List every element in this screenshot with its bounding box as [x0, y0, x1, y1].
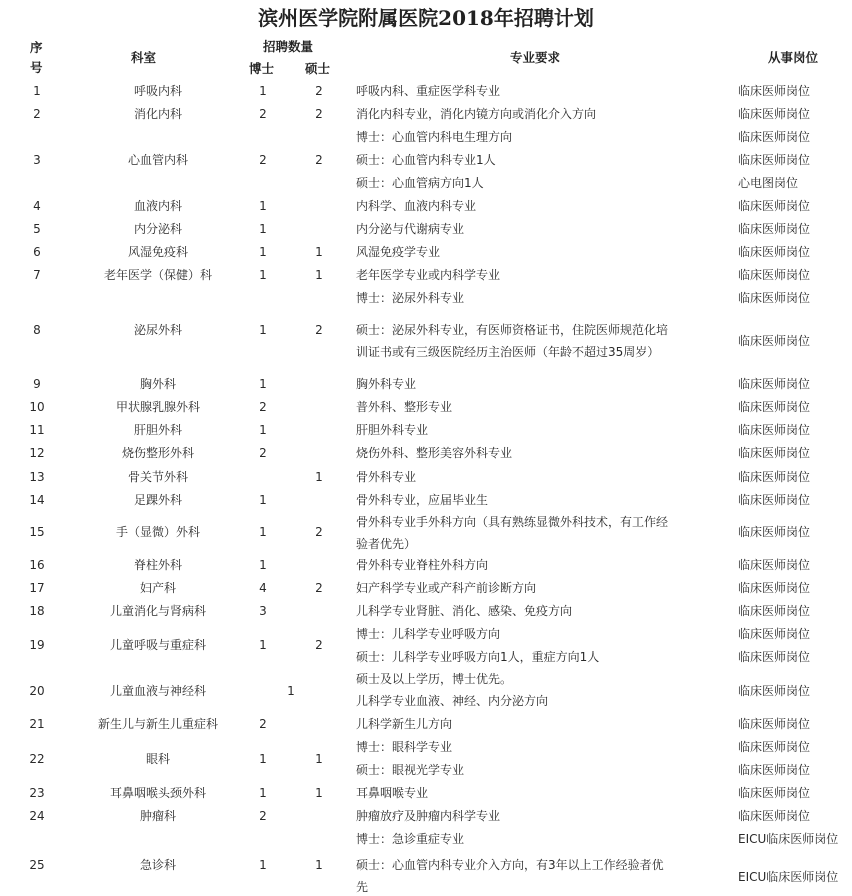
row-position: 临床医师岗位: [738, 446, 811, 460]
header-count: 招聘数量: [263, 39, 314, 54]
row-number: 11: [29, 423, 45, 437]
row-phd-count: 2: [259, 717, 267, 731]
row-number: 24: [29, 809, 45, 823]
row-master-count: 1: [315, 245, 323, 259]
row-department: 胸外科: [139, 377, 176, 391]
row-requirement: 肿瘤放疗及肿瘤内科学专业: [356, 809, 501, 823]
row-master-count: 2: [315, 84, 323, 98]
row-requirement: 训证书或有三级医院经历主治医师（年龄不超过35周岁）: [356, 345, 660, 359]
row-position: 临床医师岗位: [738, 377, 811, 391]
row-number: 5: [33, 222, 41, 236]
row-master-count: 2: [315, 581, 323, 595]
row-position: 临床医师岗位: [738, 493, 811, 507]
row-requirement: 内分泌与代谢病专业: [356, 222, 465, 236]
row-position: 临床医师岗位: [738, 763, 811, 777]
row-requirement: 胸外科专业: [356, 377, 417, 391]
page-title: 滨州医学院附属医院2018年招聘计划: [258, 6, 594, 30]
row-position: 临床医师岗位: [738, 130, 811, 144]
row-position: 临床医师岗位: [738, 222, 811, 236]
row-department: 内分泌科: [133, 222, 182, 236]
row-requirement: 先: [356, 880, 369, 894]
row-position: EICU临床医师岗位: [738, 870, 839, 884]
row-requirement: 儿科学专业肾脏、消化、感染、免疫方向: [356, 604, 573, 618]
row-number: 23: [29, 786, 45, 800]
header-seq-line1: 序: [30, 40, 43, 55]
row-requirement: 消化内科专业，消化内镜方向或消化介入方向: [356, 107, 597, 121]
row-position: 临床医师岗位: [738, 291, 811, 305]
row-number: 25: [29, 858, 45, 872]
row-phd-count: 1: [259, 423, 267, 437]
row-phd-count: 1: [259, 245, 267, 259]
row-position: 心电图岗位: [738, 176, 799, 190]
row-position: 临床医师岗位: [738, 650, 811, 664]
row-requirement: 博士：急诊重症专业: [356, 832, 465, 846]
row-master-count: 2: [315, 107, 323, 121]
row-number: 22: [29, 752, 45, 766]
row-department: 肿瘤科: [139, 809, 176, 823]
row-master-count: 1: [315, 786, 323, 800]
row-phd-count: 2: [259, 400, 267, 414]
row-requirement: 肝胆外科专业: [356, 423, 429, 437]
row-department: 新生儿与新生儿重症科: [97, 717, 218, 731]
row-number: 20: [29, 684, 45, 698]
row-number: 8: [33, 323, 41, 337]
row-requirement: 风湿免疫学专业: [356, 245, 441, 259]
row-phd-count: 1: [259, 222, 267, 236]
row-requirement: 博士：泌尿外科专业: [356, 291, 465, 305]
row-master-count: 1: [315, 752, 323, 766]
row-phd-count: 1: [259, 268, 267, 282]
row-department: 血液内科: [133, 199, 182, 213]
row-number: 14: [29, 493, 45, 507]
row-phd-count: 1: [259, 752, 267, 766]
row-requirement: 骨外科专业脊柱外科方向: [356, 558, 489, 572]
row-requirement: 普外科、整形专业: [356, 400, 453, 414]
row-position: 临床医师岗位: [738, 581, 811, 595]
row-phd-count: 1: [287, 684, 295, 698]
header-phd: 博士: [249, 61, 275, 76]
row-department: 肝胆外科: [133, 423, 182, 437]
row-phd-count: 1: [259, 638, 267, 652]
row-phd-count: 1: [259, 786, 267, 800]
row-number: 12: [29, 446, 45, 460]
row-position: 临床医师岗位: [738, 525, 811, 539]
row-position: 临床医师岗位: [738, 627, 811, 641]
row-department: 手（显微）外科: [115, 525, 200, 539]
row-department: 足踝外科: [133, 493, 182, 507]
row-department: 儿童消化与肾病科: [109, 604, 206, 618]
row-number: 13: [29, 470, 45, 484]
row-department: 儿童血液与神经科: [109, 684, 206, 698]
header-dept: 科室: [131, 50, 157, 65]
row-requirement: 儿科学专业血液、神经、内分泌方向: [356, 694, 549, 708]
row-master-count: 2: [315, 638, 323, 652]
row-position: 临床医师岗位: [738, 268, 811, 282]
row-master-count: 1: [315, 858, 323, 872]
row-position: 临床医师岗位: [738, 153, 811, 167]
header-master: 硕士: [305, 61, 331, 76]
row-department: 眼科: [145, 752, 170, 766]
row-number: 18: [29, 604, 45, 618]
row-phd-count: 1: [259, 84, 267, 98]
row-department: 脊柱外科: [133, 558, 182, 572]
row-phd-count: 2: [259, 809, 267, 823]
row-requirement: 硕士：心血管病方向1人: [356, 176, 484, 190]
row-phd-count: 4: [259, 581, 267, 595]
row-requirement: 硕士：心血管内科专业1人: [356, 153, 496, 167]
row-phd-count: 1: [259, 525, 267, 539]
row-department: 泌尿外科: [133, 323, 182, 337]
row-number: 2: [33, 107, 41, 121]
header-seq-line2: 号: [30, 60, 43, 75]
row-department: 急诊科: [139, 858, 176, 872]
row-requirement: 妇产科学专业或产科产前诊断方向: [356, 581, 537, 595]
row-requirement: 博士：眼科学专业: [356, 740, 453, 754]
row-phd-count: 1: [259, 323, 267, 337]
row-department: 烧伤整形外科: [121, 446, 194, 460]
row-position: 临床医师岗位: [738, 809, 811, 823]
row-requirement: 硕士：心血管内科专业介入方向，有3年以上工作经验者优: [356, 858, 664, 872]
row-requirement: 呼吸内科、重症医学科专业: [356, 84, 501, 98]
row-position: 临床医师岗位: [738, 199, 811, 213]
row-department: 呼吸内科: [133, 84, 182, 98]
row-number: 4: [33, 199, 41, 213]
row-phd-count: 1: [259, 493, 267, 507]
row-position: 临床医师岗位: [738, 470, 811, 484]
row-master-count: 2: [315, 153, 323, 167]
row-requirement: 博士：儿科学专业呼吸方向: [356, 627, 501, 641]
row-position: 临床医师岗位: [738, 334, 811, 348]
row-requirement: 骨外科专业: [356, 470, 417, 484]
row-requirement: 烧伤外科、整形美容外科专业: [356, 446, 513, 460]
row-phd-count: 1: [259, 199, 267, 213]
row-phd-count: 1: [259, 377, 267, 391]
row-position: 临床医师岗位: [738, 684, 811, 698]
header-pos: 从事岗位: [768, 50, 819, 65]
row-requirement: 儿科学新生儿方向: [356, 717, 453, 731]
row-phd-count: 1: [259, 858, 267, 872]
row-requirement: 内科学、血液内科专业: [356, 199, 477, 213]
row-position: 临床医师岗位: [738, 558, 811, 572]
row-position: 临床医师岗位: [738, 423, 811, 437]
row-number: 3: [33, 153, 41, 167]
row-requirement: 硕士：泌尿外科专业，有医师资格证书，住院医师规范化培: [356, 323, 669, 337]
row-position: 临床医师岗位: [738, 84, 811, 98]
row-number: 19: [29, 638, 45, 652]
row-requirement: 硕士：儿科学专业呼吸方向1人，重症方向1人: [356, 650, 600, 664]
row-phd-count: 2: [259, 107, 267, 121]
row-department: 消化内科: [133, 107, 182, 121]
row-position: 临床医师岗位: [738, 245, 811, 259]
row-department: 风湿免疫科: [127, 245, 188, 259]
row-master-count: 2: [315, 525, 323, 539]
row-department: 儿童呼吸与重症科: [109, 638, 206, 652]
row-position: 临床医师岗位: [738, 786, 811, 800]
row-number: 1: [33, 84, 41, 98]
row-requirement: 博士：心血管内科电生理方向: [356, 130, 513, 144]
row-requirement: 硕士及以上学历，博士优先。: [356, 672, 513, 686]
row-number: 15: [29, 525, 45, 539]
row-number: 6: [33, 245, 41, 259]
row-position: 临床医师岗位: [738, 400, 811, 414]
row-phd-count: 2: [259, 446, 267, 460]
row-master-count: 2: [315, 323, 323, 337]
row-department: 甲状腺乳腺外科: [115, 400, 200, 414]
row-department: 心血管内科: [127, 153, 188, 167]
row-master-count: 1: [315, 268, 323, 282]
header-req: 专业要求: [510, 50, 561, 65]
row-department: 妇产科: [139, 581, 176, 595]
row-department: 骨关节外科: [127, 470, 188, 484]
row-requirement: 验者优先）: [356, 537, 417, 551]
row-phd-count: 3: [259, 604, 267, 618]
row-department: 耳鼻咽喉头颈外科: [109, 786, 206, 800]
row-position: 临床医师岗位: [738, 717, 811, 731]
row-master-count: 1: [315, 470, 323, 484]
row-position: EICU临床医师岗位: [738, 832, 839, 846]
row-number: 17: [29, 581, 45, 595]
row-requirement: 老年医学专业或内科学专业: [356, 268, 501, 282]
row-number: 16: [29, 558, 45, 572]
row-requirement: 硕士：眼视光学专业: [356, 763, 465, 777]
row-number: 9: [33, 377, 41, 391]
row-phd-count: 1: [259, 558, 267, 572]
row-number: 7: [33, 268, 41, 282]
row-phd-count: 2: [259, 153, 267, 167]
row-requirement: 骨外科专业，应届毕业生: [356, 493, 489, 507]
row-number: 21: [29, 717, 45, 731]
row-number: 10: [29, 400, 45, 414]
row-position: 临床医师岗位: [738, 740, 811, 754]
row-requirement: 骨外科专业手外科方向（具有熟练显微外科技术，有工作经: [356, 515, 669, 529]
row-requirement: 耳鼻咽喉专业: [356, 786, 429, 800]
row-position: 临床医师岗位: [738, 107, 811, 121]
row-department: 老年医学（保健）科: [103, 268, 212, 282]
row-position: 临床医师岗位: [738, 604, 811, 618]
